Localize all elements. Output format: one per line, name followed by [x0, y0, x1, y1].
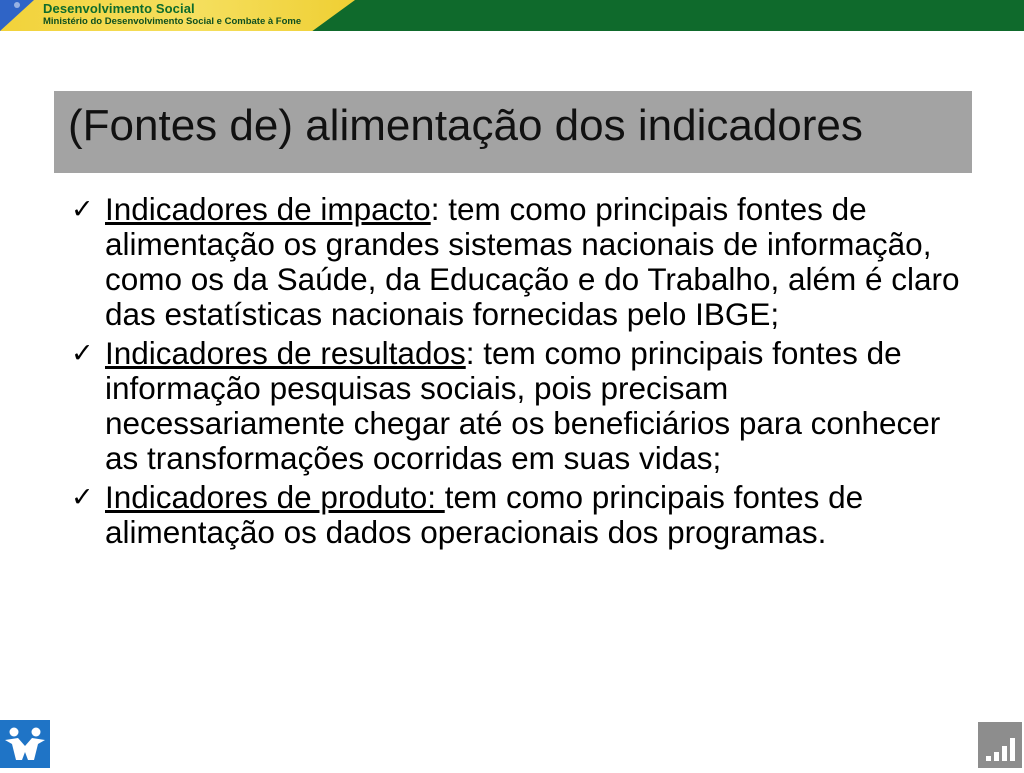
- bullet-item: [70, 336, 970, 476]
- people-logo-icon: [0, 720, 50, 768]
- bar-chart-logo-icon: [978, 722, 1022, 768]
- header-subtitle: Ministério do Desenvolvimento Social e Combate à Fome: [43, 16, 302, 27]
- bullet-text: tem como principais fontes de alimentação os dados operacionais dos programas.: [105, 479, 864, 550]
- bullet-item: [70, 192, 970, 332]
- bullet-term: Indicadores de impacto: [105, 191, 431, 227]
- bullet-list: [70, 192, 970, 554]
- brazil-flag-icon: [10, 0, 30, 20]
- checkmark-icon: ✓: [71, 194, 94, 225]
- bullet-item: [70, 480, 970, 550]
- checkmark-icon: ✓: [71, 338, 94, 369]
- header-title: Desenvolvimento Social: [43, 1, 195, 16]
- slide-title-box: [54, 91, 972, 173]
- bullet-term: Indicadores de produto:: [105, 479, 445, 515]
- bullet-text: : tem como principais fontes de informação pesquisas sociais, pois precisam necessariamente chegar até os beneficiários para conhecer as transformações ocorridas em suas vidas;: [105, 335, 941, 476]
- bullet-text: : tem como principais fontes de alimentação os grandes sistemas nacionais de informação, como os da Saúde, da Educação e do Trabalho, além é claro das estatísticas nacionais fornecidas pelo IBGE;: [105, 191, 960, 332]
- bullet-term: Indicadores de resultados: [105, 335, 466, 371]
- slide-title: (Fontes de) alimentação dos indicadores: [68, 101, 863, 150]
- checkmark-icon: ✓: [71, 482, 94, 513]
- header-bar: [0, 0, 1024, 31]
